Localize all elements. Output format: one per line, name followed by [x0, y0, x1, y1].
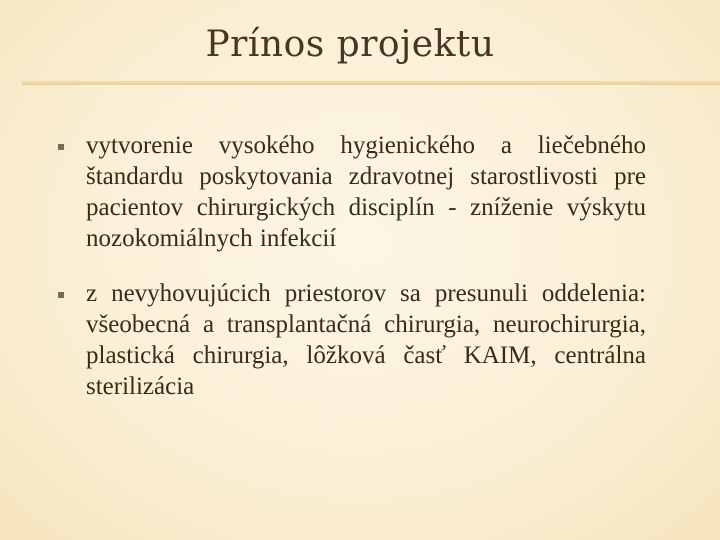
list-item [58, 278, 646, 402]
bullet-text: z nevyhovujúcich priestorov sa presunuli oddelenia: všeobecná a transplantačná chirurgia, neurochirurgia, plastická chirurgia, lôžková časť KAIM, centrálna sterilizácia [86, 280, 646, 400]
square-bullet-icon [58, 144, 64, 150]
bullet-list [58, 130, 646, 426]
bullet-text: vytvorenie vysokého hygienického a liečebného štandardu poskytovania zdravotnej starostlivosti pre pacientov chirurgických disciplín - zníženie výskytu nozokomiálnych infekcií [86, 132, 646, 252]
square-bullet-icon [58, 292, 64, 298]
title-divider [22, 81, 720, 85]
slide-title: Prínos projektu [205, 24, 495, 65]
list-item [58, 130, 646, 254]
